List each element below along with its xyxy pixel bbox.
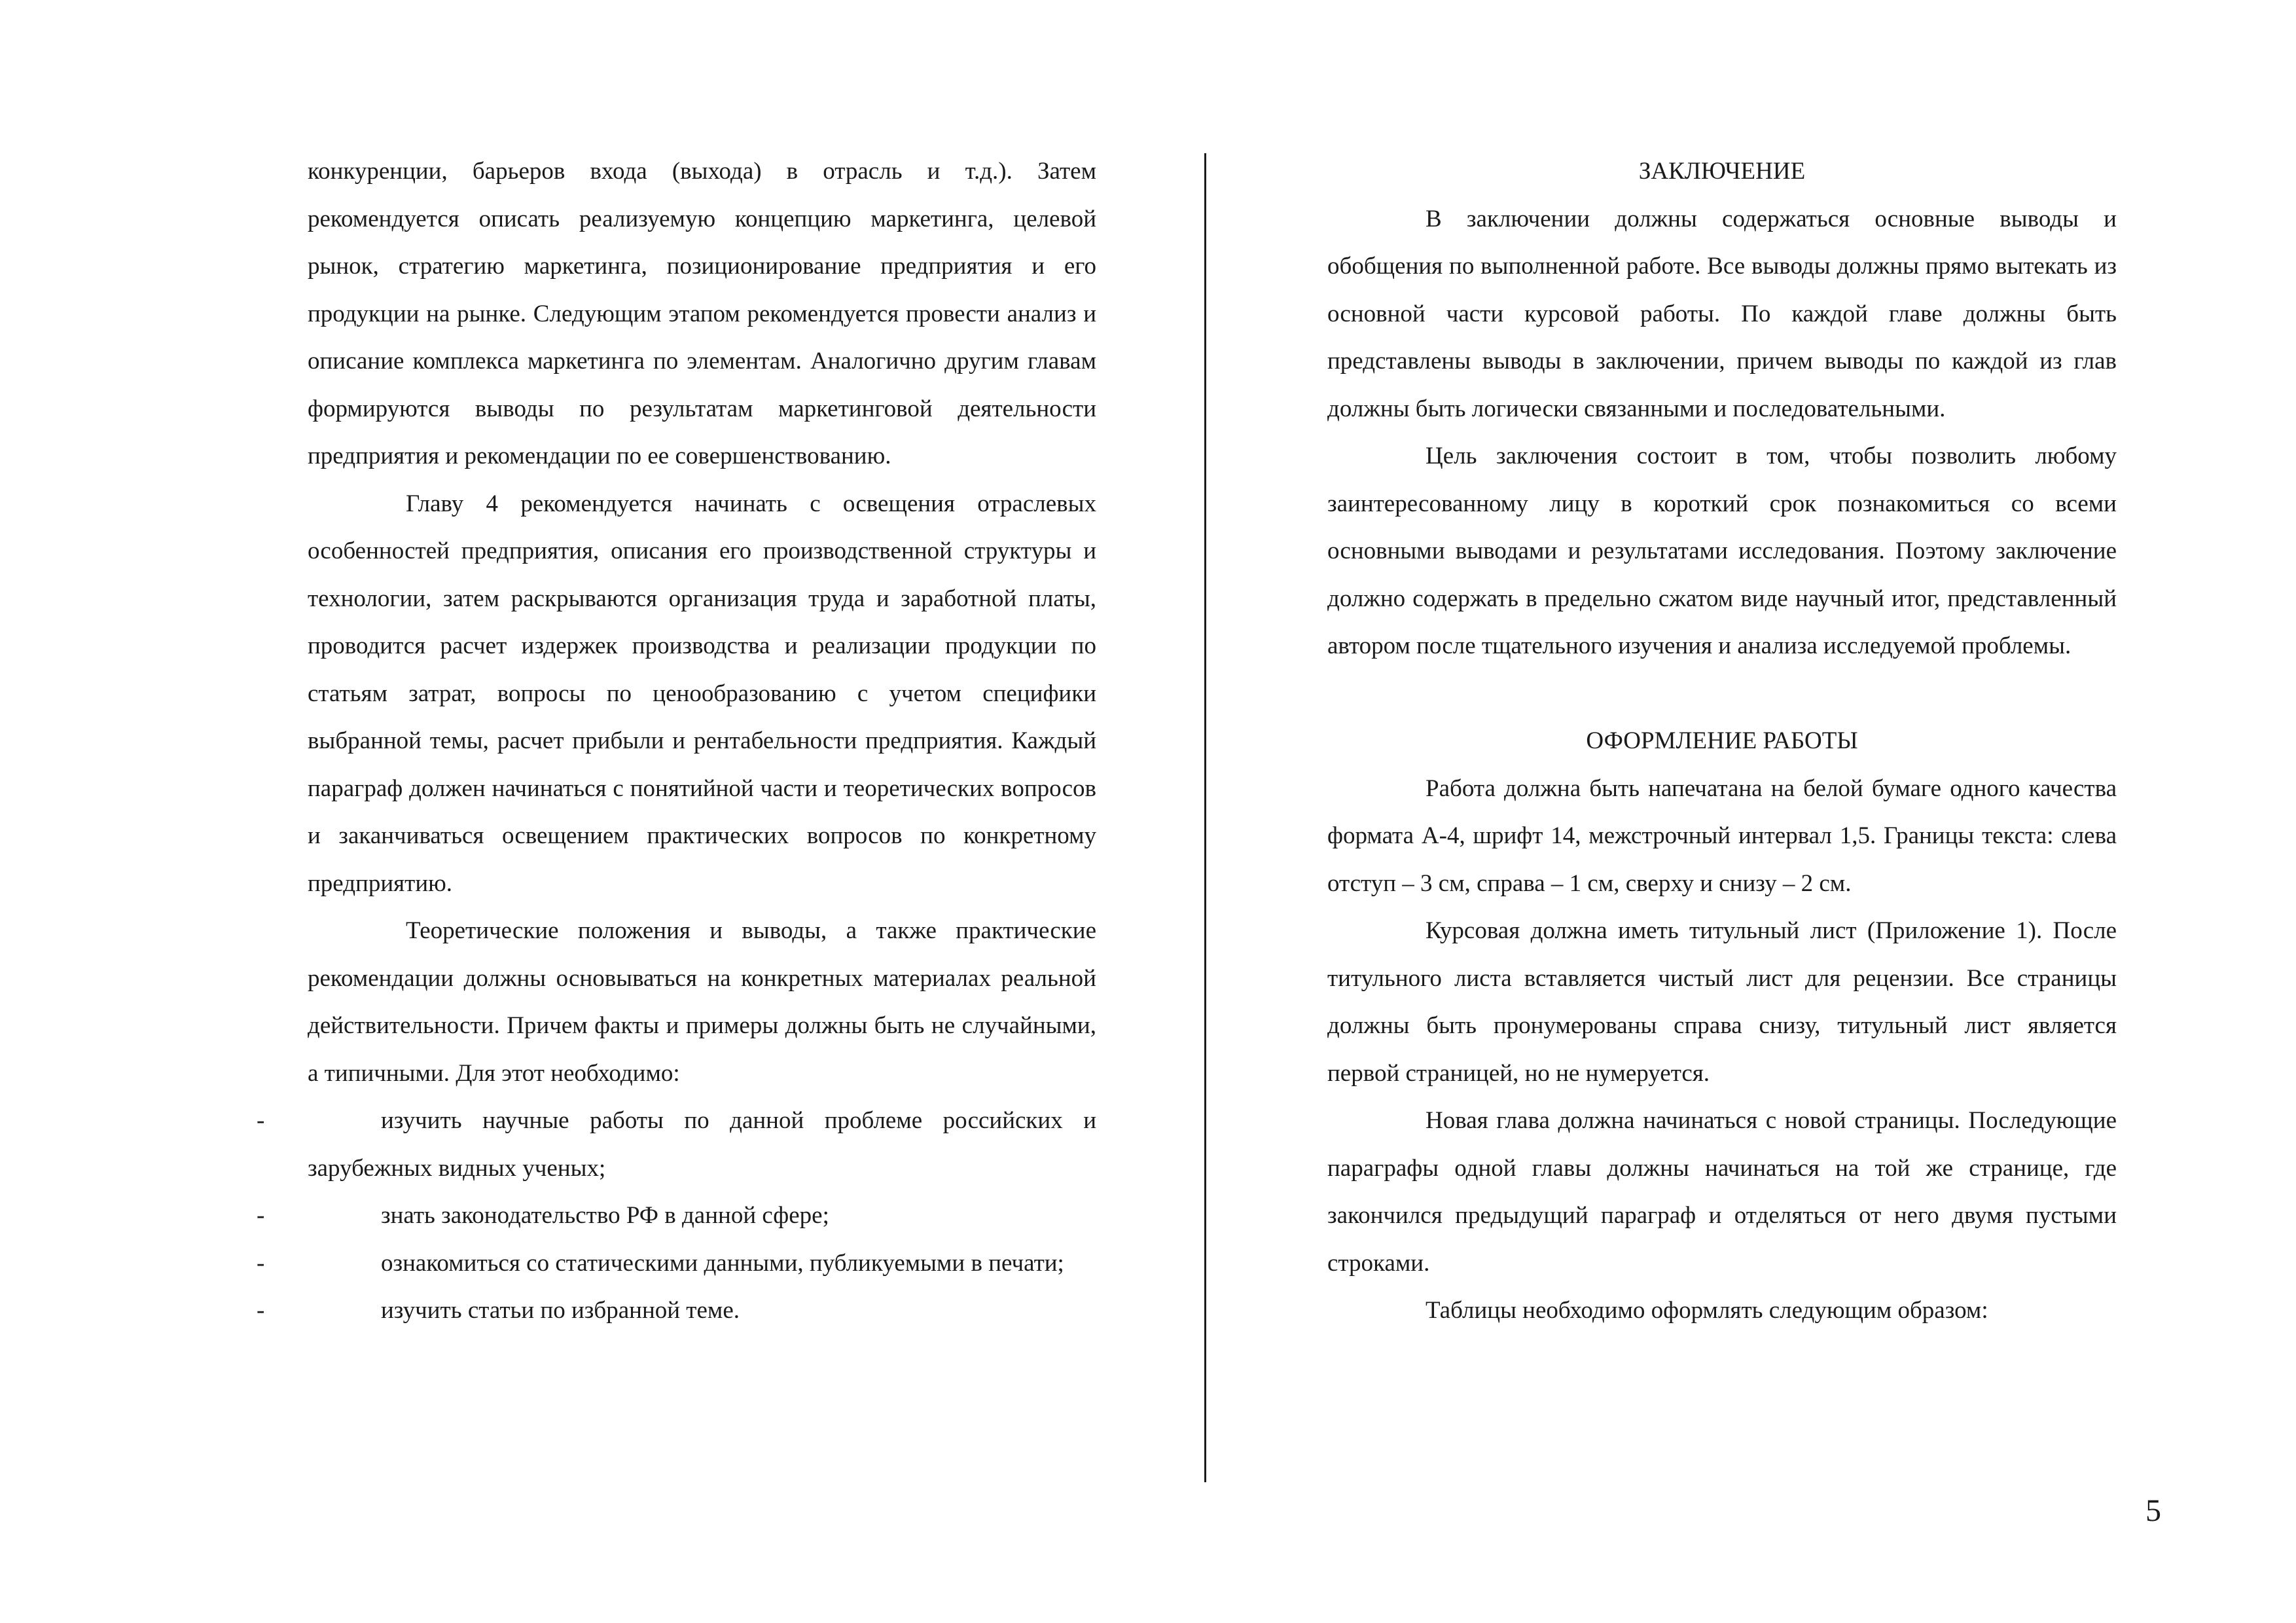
list-item: - знать законодательство РФ в данной сфере; [308, 1192, 1096, 1240]
list-item: - изучить научные работы по данной проблеме российских и зарубежных видных ученых; [308, 1097, 1096, 1192]
format-paragraph: Работа должна быть напечатана на белой бумаге одного качества формата А-4, шрифт 14, межстрочный интервал 1,5. Границы текста: слева отступ – 3 см, справа – 1 см, сверху и снизу – 2 см. [1327, 775, 2117, 897]
format-paragraph: Курсовая должна иметь титульный лист (Приложение 1). После титульного листа вставляется чистый лист для рецензии. Все страницы должны быть пронумерованы справа снизу, титульный лист является первой страницей, но не нумеруется. [1327, 917, 2117, 1087]
paragraph-chapter-4: Главу 4 рекомендуется начинать с освещения отраслевых особенностей предприятия, описания его производственной структуры и технологии, затем раскрываются организация труда и заработной платы, проводится расчет издержек производства и реализации продукции по статьям затрат, вопросы по ценообразованию с учетом специфики выбранной темы, расчет прибыли и рентабельности предприятия. Каждый параграф должен начинаться с понятийной части и теоретических вопросов и заканчиваться освещением практических вопросов по конкретному предприятию. [308, 490, 1096, 897]
list-dash: - [257, 1202, 265, 1229]
section-spacer [1327, 670, 2117, 718]
paragraph-theoretical: Теоретические положения и выводы, а также практические рекомендации должны основываться на конкретных материалах реальной действительности. Причем факты и примеры должны быть не случайными, а типичными. Для этот необходимо: [308, 917, 1096, 1087]
conclusion-heading: ЗАКЛЮЧЕНИЕ [1638, 158, 1806, 185]
conclusion-paragraph: В заключении должны содержаться основные выводы и обобщения по выполненной работе. Все выводы должны прямо вытекать из основной части курсовой работы. По каждой главе должны быть представлены выводы в заключении, причем выводы по каждой из глав должны быть логически связанными и последовательными. [1327, 205, 2117, 422]
format-heading: ОФОРМЛЕНИЕ РАБОТЫ [1586, 727, 1858, 754]
list-item: - ознакомиться со статическими данными, публикуемыми в печати; [308, 1240, 1096, 1288]
paragraph-continuation: конкуренции, барьеров входа (выхода) в отрасль и т.д.). Затем рекомендуется описать реализуемую концепцию маркетинга, целевой рынок, стратегию маркетинга, позиционирование предприятия и его продукции на рынке. Следующим этапом рекомендуется провести анализ и описание комплекса маркетинга по элементам. Аналогично другим главам формируются выводы по результатам маркетинговой деятельности предприятия и рекомендации по ее совершенствованию. [308, 158, 1096, 469]
left-column [257, 148, 1096, 1335]
list-dash: - [257, 1249, 265, 1277]
format-paragraph: Новая глава должна начинаться с новой страницы. Последующие параграфы одной главы должны начинаться на той же странице, где закончился предыдущий параграф и отделяться от него двумя пустыми строками. [1327, 1107, 2117, 1277]
right-column [1327, 148, 2117, 1335]
list-dash: - [257, 1297, 265, 1324]
format-paragraph: Таблицы необходимо оформлять следующим образом: [1426, 1297, 1988, 1324]
list-item: - изучить статьи по избранной теме. [308, 1287, 1096, 1335]
requirements-list [257, 1097, 1096, 1335]
column-divider [1204, 153, 1206, 1482]
page-number: 5 [2145, 1493, 2161, 1528]
conclusion-paragraph: Цель заключения состоит в том, чтобы позволить любому заинтересованному лицу в короткий срок познакомиться со всеми основными выводами и результатами исследования. Поэтому заключение должно содержать в предельно сжатом виде научный итог, представленный автором после тщательного изучения и анализа исследуемой проблемы. [1327, 443, 2117, 659]
list-dash: - [257, 1107, 265, 1134]
